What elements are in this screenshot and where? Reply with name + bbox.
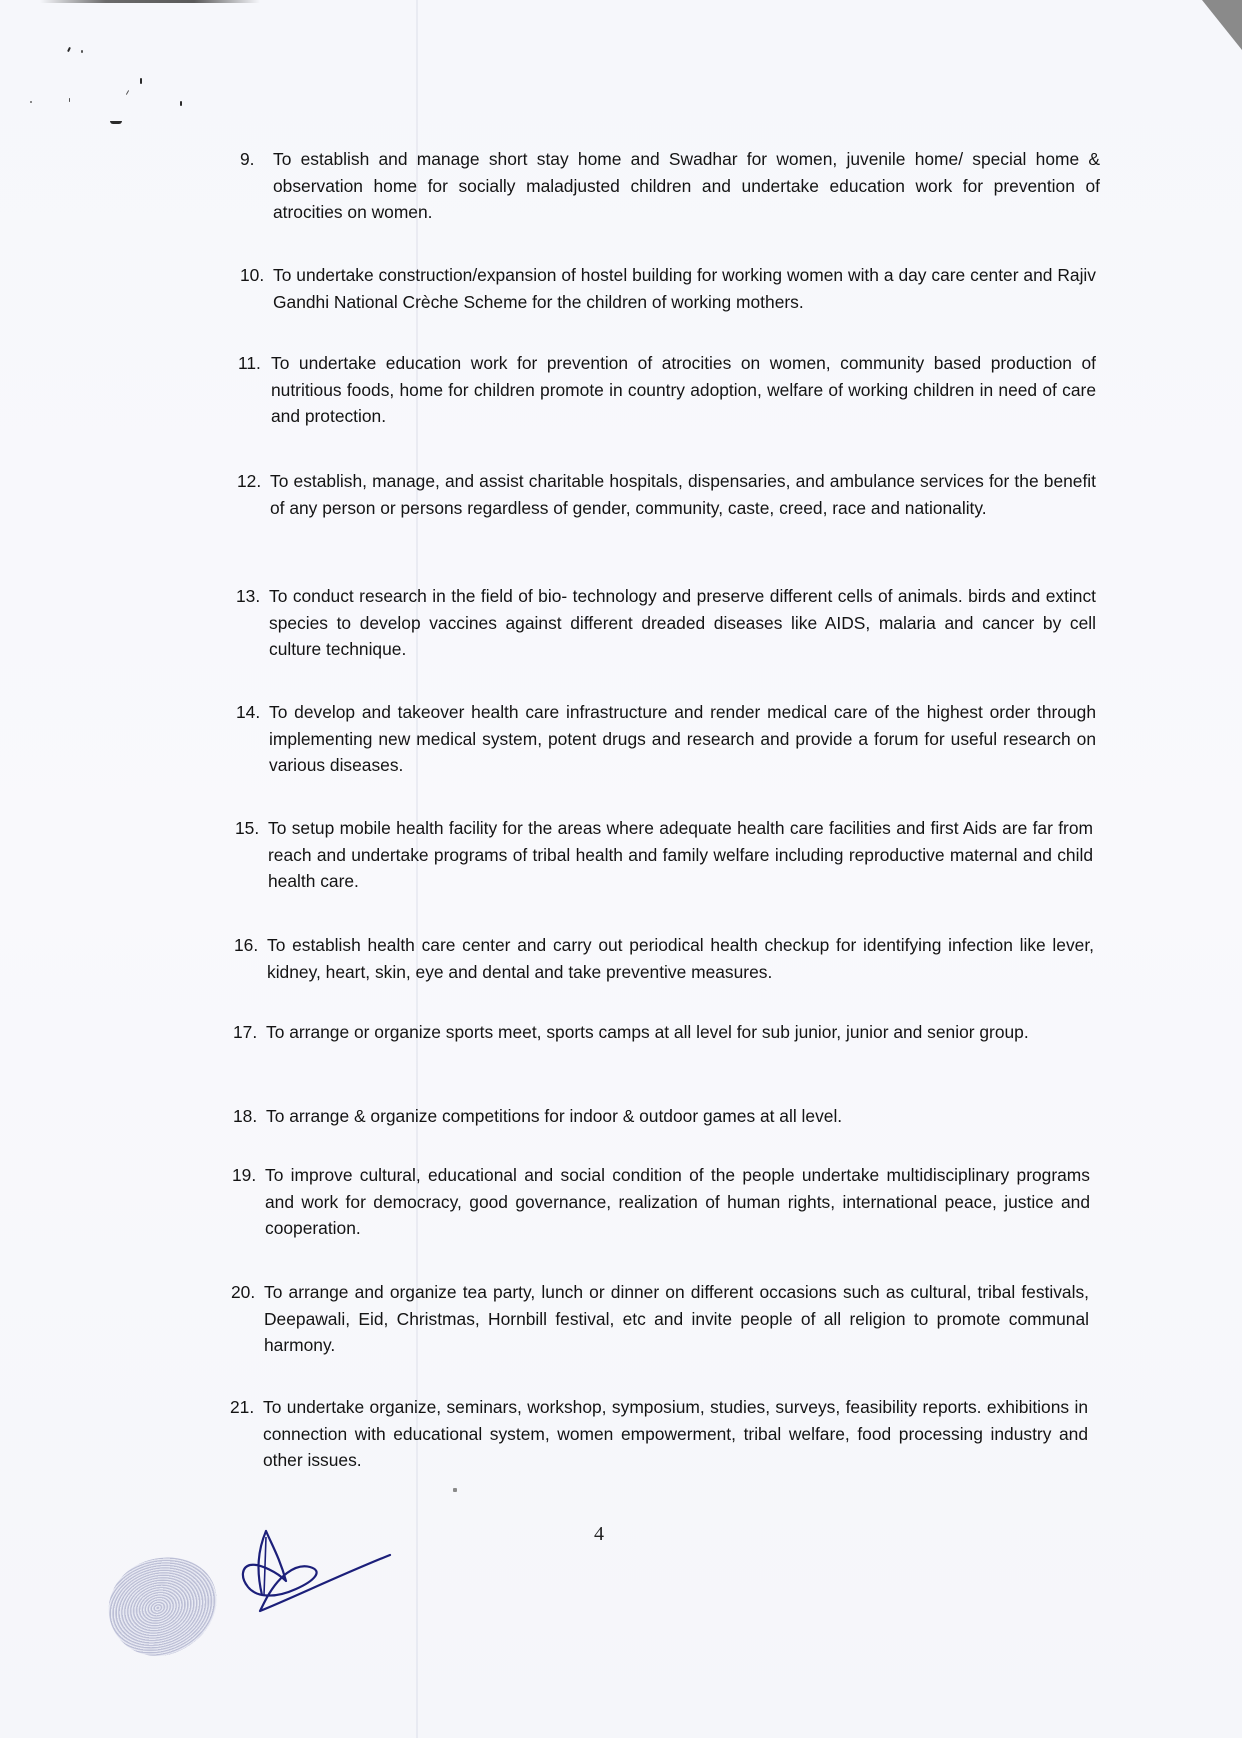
item-text: To setup mobile health facility for the areas where adequate health care facilities and first Aids are far from reach and undertake programs of tribal health and family welfare including reproductive maternal and child health care. bbox=[268, 818, 1093, 891]
item-text: To establish health care center and carry out periodical health checkup for identifying infection like lever, kidney, heart, skin, eye and dental and take preventive measures. bbox=[267, 935, 1094, 982]
item-number: 9. bbox=[240, 149, 255, 169]
thumbprint-icon bbox=[95, 1542, 231, 1670]
scan-edge-shadow bbox=[40, 0, 260, 3]
item-text: To undertake organize, seminars, workshop, symposium, studies, surveys, feasibility reports. exhibitions in connection with educational system, women empowerment, tribal welfare, food processing industry and other issues. bbox=[263, 1397, 1088, 1470]
item-text: To establish and manage short stay home and Swadhar for women, juvenile home/ special home & observation home for socially maladjusted children and undertake education work for prevention of atrocities on women. bbox=[273, 149, 1100, 222]
item-text: To develop and takeover health care infrastructure and render medical care of the highest order through implementing new medical system, potent drugs and research and provide a forum for useful research on various diseases. bbox=[269, 702, 1096, 775]
page-number: 4 bbox=[594, 1523, 604, 1545]
list-item-13 bbox=[236, 583, 1096, 663]
item-text: To undertake education work for prevention of atrocities on women, community based production of nutritious foods, home for children promote in country adoption, welfare of working children in need of care and protection. bbox=[271, 353, 1096, 426]
item-number: 12. bbox=[237, 471, 262, 491]
item-text: To improve cultural, educational and social condition of the people undertake multidisciplinary programs and work for democracy, good governance, realization of human rights, international peace, justice and cooperation. bbox=[265, 1165, 1090, 1238]
item-text: To establish, manage, and assist charitable hospitals, dispensaries, and ambulance services for the benefit of any person or persons regardless of gender, community, caste, creed, race and nationality. bbox=[270, 471, 1096, 518]
list-item-17 bbox=[233, 1019, 1093, 1046]
item-number: 18. bbox=[233, 1106, 258, 1126]
item-number: 11. bbox=[238, 353, 261, 373]
signature-icon bbox=[240, 1525, 400, 1615]
item-number: 17. bbox=[233, 1022, 258, 1042]
item-text: To conduct research in the field of bio- technology and preserve different cells of animals. birds and extinct species to develop vaccines against different dreaded diseases like AIDS, malaria and cancer by cell culture technique. bbox=[269, 586, 1096, 659]
item-number: 15. bbox=[235, 818, 260, 838]
item-number: 21. bbox=[230, 1397, 255, 1417]
list-item-10 bbox=[240, 262, 1096, 315]
item-number: 20. bbox=[231, 1282, 256, 1302]
item-number: 13. bbox=[236, 586, 261, 606]
list-item-16 bbox=[234, 932, 1094, 985]
list-item-21 bbox=[230, 1394, 1088, 1474]
item-number: 19. bbox=[232, 1165, 257, 1185]
list-item-12 bbox=[237, 468, 1096, 521]
item-text: To arrange or organize sports meet, sports camps at all level for sub junior, junior and senior group. bbox=[266, 1022, 1029, 1042]
list-item-14 bbox=[236, 699, 1096, 779]
item-number: 14. bbox=[236, 702, 261, 722]
list-item-19 bbox=[232, 1162, 1090, 1242]
list-item-18 bbox=[233, 1103, 1093, 1130]
list-item-15 bbox=[235, 815, 1093, 895]
item-text: To arrange and organize tea party, lunch or dinner on different occasions such as cultural, tribal festivals, Deepawali, Eid, Christmas, Hornbill festival, etc and invite people of all religion to promote communal harmony. bbox=[264, 1282, 1089, 1355]
folded-corner bbox=[1202, 0, 1242, 50]
list-item-11 bbox=[238, 350, 1096, 430]
list-item-20 bbox=[231, 1279, 1089, 1359]
item-number: 16. bbox=[234, 935, 259, 955]
item-text: To arrange & organize competitions for indoor & outdoor games at all level. bbox=[266, 1106, 843, 1126]
list-item-9 bbox=[240, 146, 1100, 226]
item-text: To undertake construction/expansion of hostel building for working women with a day care center and Rajiv Gandhi National Crèche Scheme for the children of working mothers. bbox=[273, 265, 1096, 312]
item-number: 10. bbox=[240, 265, 265, 285]
